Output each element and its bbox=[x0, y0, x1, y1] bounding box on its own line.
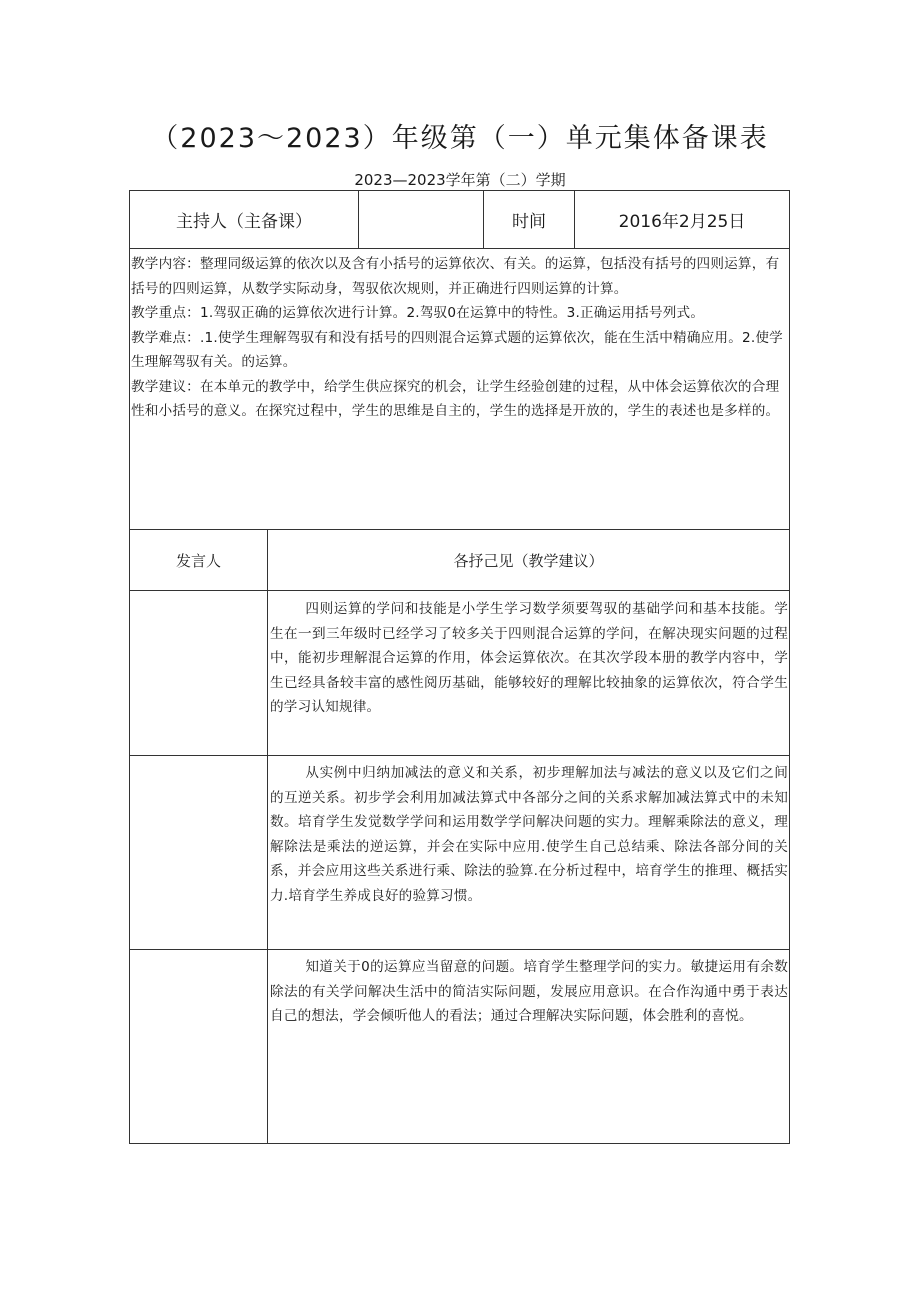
speaker-cell bbox=[130, 591, 267, 755]
teaching-difficulties: 教学难点：.1.使学生理解驾驭有和没有括号的四则混合运算式题的运算依次，能在生活中精确应用。2.使学生理解驾驭有关。的运算。 bbox=[131, 329, 783, 370]
speaker-cell bbox=[130, 756, 267, 949]
opinion-paragraph: 知道关于0的运算应当留意的问题。培育学生整理学问的实力。敏捷运用有余数除法的有关学问解决生活中的简洁实际问题，发展应用意识。在合作沟通中勇于表达自己的想法，学会倾听他人的看法；通过合理解决实际问题，体会胜利的喜悦。 bbox=[270, 959, 788, 1024]
row-divider bbox=[129, 248, 790, 249]
time-value: 2016年2月25日 bbox=[618, 212, 746, 232]
host-label: 主持人（主备课） bbox=[176, 212, 312, 232]
opinion-paragraph: 四则运算的学问和技能是小学生学习数学须要驾驭的基础学问和基本技能。学生在一到三年级时已经学习了较多关于四则混合运算的学问，在解决现实问题的过程中，能初步理解混合运算的作用，体会运算依次。在其次学段本册的教学内容中，学生已经具备较丰富的感性阅历基础，能够较好的理解比较抽象的运算依次，符合学生的学习认知规律。 bbox=[270, 601, 788, 715]
teaching-content: 教学内容：整理同级运算的依次以及含有小括号的运算依次、有关。的运算，包括没有括号的四则运算，有括号的四则运算，从数学实际动身，驾驭依次规则，并正确进行四则运算的计算。 bbox=[131, 256, 780, 297]
term-subtitle: 2023—2023学年第（二）学期 bbox=[354, 171, 566, 189]
host-value bbox=[359, 191, 483, 248]
column-divider bbox=[267, 529, 268, 1144]
time-label: 时间 bbox=[512, 212, 546, 232]
page-title: （2023～2023）年级第（一）单元集体备课表 bbox=[151, 123, 769, 154]
speaker-cell bbox=[130, 950, 267, 1143]
opinion-header: 各抒己见（教学建议） bbox=[453, 551, 604, 570]
teaching-suggestions: 教学建议：在本单元的教学中，给学生供应探究的机会，让学生经验创建的过程，从中体会运算依次的合理性和小括号的意义。在探究过程中，学生的思维是自主的，学生的选择是开放的，学生的表述也是多样的。 bbox=[131, 378, 780, 419]
opinion-paragraph: 从实例中归纳加减法的意义和关系，初步理解加法与减法的意义以及它们之间的互逆关系。初步学会利用加减法算式中各部分之间的关系求解加减法算式中的未知数。培育学生发觉数学学问和运用数学学问解决问题的实力。理解乘除法的意义，理解除法是乘法的逆运算，并会在实际中应用.使学生自己总结乘、除法各部分间的关系，并会应用这些关系进行乘、除法的验算.在分析过程中，培育学生的推理、概括实力.培育学生养成良好的验算习惯。 bbox=[270, 765, 788, 904]
speaker-header: 发言人 bbox=[175, 551, 221, 570]
teaching-plan-section bbox=[131, 252, 787, 424]
teaching-key-points: 教学重点：1.驾驭正确的运算依次进行计算。2.驾驭0在运算中的特性。3.正确运用括号列式。 bbox=[131, 305, 705, 321]
